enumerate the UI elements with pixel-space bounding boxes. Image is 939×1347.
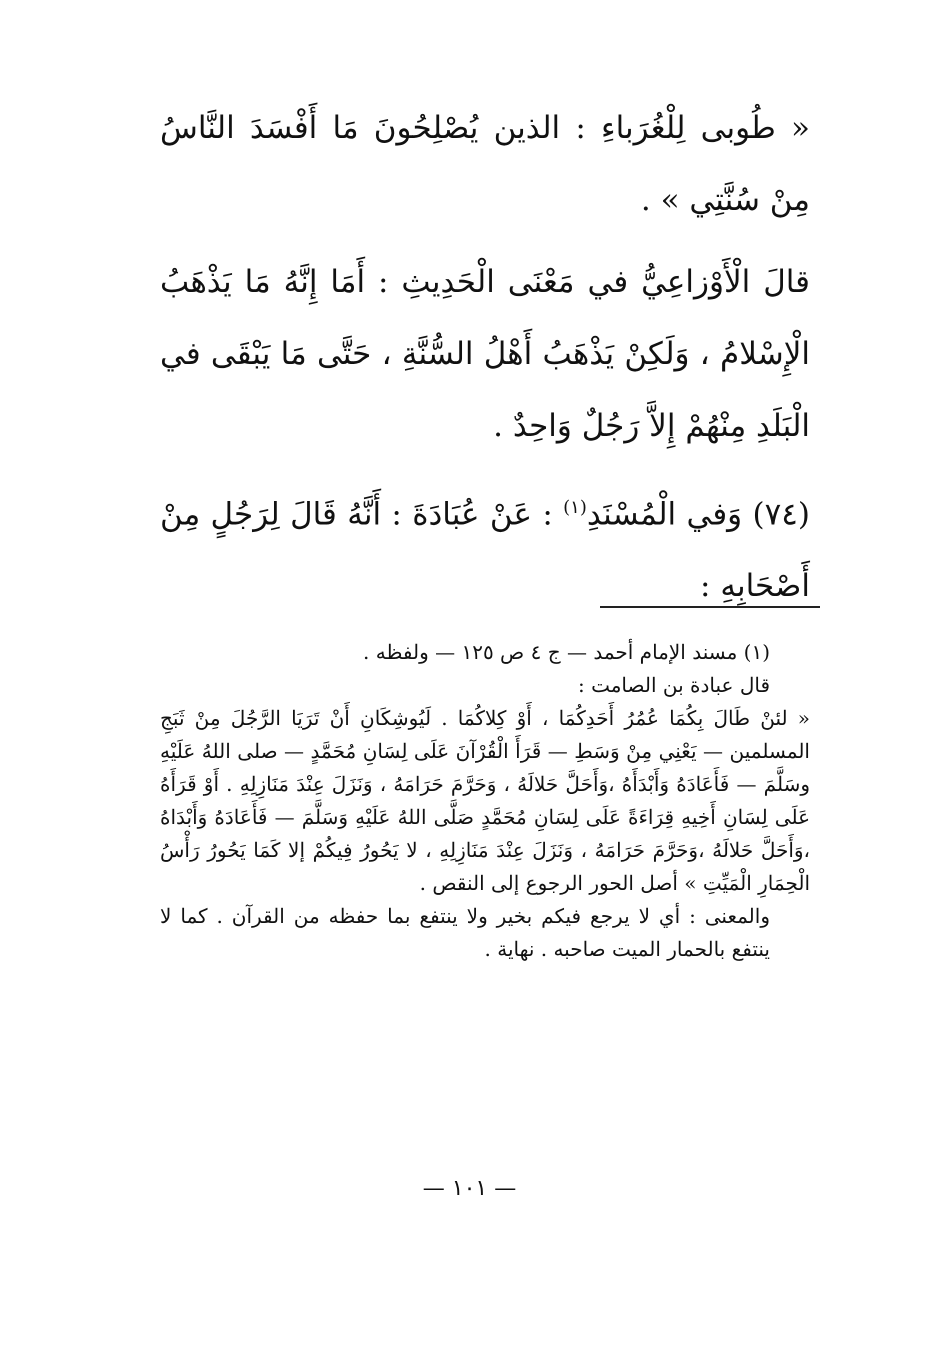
hadith-source: وَفي الْمُسْنَدِ — [586, 496, 743, 533]
page-number: — ١٠١ — — [422, 1176, 517, 1201]
footnotes — [160, 636, 810, 966]
footnote-reference: (١) — [563, 497, 587, 518]
footnote-hadith-text: « لئنْ طَالَ بِكُمَا عُمُرُ أَحَدِكُمَا ، أَوْ كِلاكُمَا . لَيُوشِكَانِ أَنْ تَرَيَا الرَّجُلَ مِنْ ثَبَجِ المسلمين — يَعْنِي مِنْ وَسَطِ — قَرَأَ الْقُرْآنَ عَلَى لِسَانِ مُحَمَّدٍ — صلى اللهُ عَلَيْهِ وسَلَّمَ — فَأَعَادَهُ وَأَبْدَأَهُ ،وَأَحَلَّ حَلالَهُ ، وَحَرَّمَ حَرَامَهُ ، وَنَزَلَ عِنْدَ مَنَازِلِهِ . أَوْ قَرَأَهُ عَلَى لِسَانِ أَخِيهِ قِرَاءَةً عَلَى لِسَانِ مُحَمَّدٍ صَلَّى اللهُ عَلَيْهِ وَسَلَّمَ — فَأَعَادَهُ وَأَبْدَاهُ ،وَأَحَلَّ حَلالَهُ ،وَحَرَّمَ حَرَامَهُ ، وَنَزَلَ عِنْدَ مَنَازِلِهِ ، لا يَحُورُ فِيكُمْ إلا كَمَا يَحُورُ رَأْسُ الْحِمَارِ الْمَيِّتِ » أصل الحور الرجوع إلى النقص . — [160, 706, 810, 895]
footnote-intro: قال عبادة بن الصامت : — [577, 673, 770, 697]
hadith-number: (٧٤) — [752, 496, 810, 533]
awzai-commentary-paragraph: قالَ الْأَوْزاعِيُّ في مَعْنَى الْحَدِيثِ : أَمَا إِنَّهُ مَا يَذْهَبُ الْإِسْلامُ ، وَلَكِنْ يَذْهَبُ أَهْلُ السُّنَّةِ ، حَتَّى مَا يَبْقَى في الْبَلَدِ مِنْهُمْ إِلاَّ رَجُلٌ وَاحِدٌ . — [160, 264, 810, 444]
hadith-paragraph-1: « طُوبى لِلْغُرَباءِ : الذين يُصْلِحُونَ مَا أَفْسَدَ النَّاسُ مِنْ سُنَّتِي » . — [160, 110, 810, 218]
footnote-separator — [600, 606, 820, 608]
footnote-meaning: والمعنى : أي لا يرجع فيكم بخير ولا ينتفع بما حفظه من القرآن . كما لا ينتفع بالحمار الميت صاحبه . نهاية . — [160, 904, 770, 961]
hadith-74-paragraph — [160, 472, 810, 622]
hadith-narration: : عَنْ عُبَادَةَ : أَنَّهُ قَالَ لِرَجُلٍ مِنْ أَصْحَابِهِ : — [160, 496, 810, 605]
footnote-source: (١) مسند الإمام أحمد — ج ٤ ص ١٢٥ — ولفظه . — [363, 640, 770, 664]
main-text — [160, 92, 810, 622]
